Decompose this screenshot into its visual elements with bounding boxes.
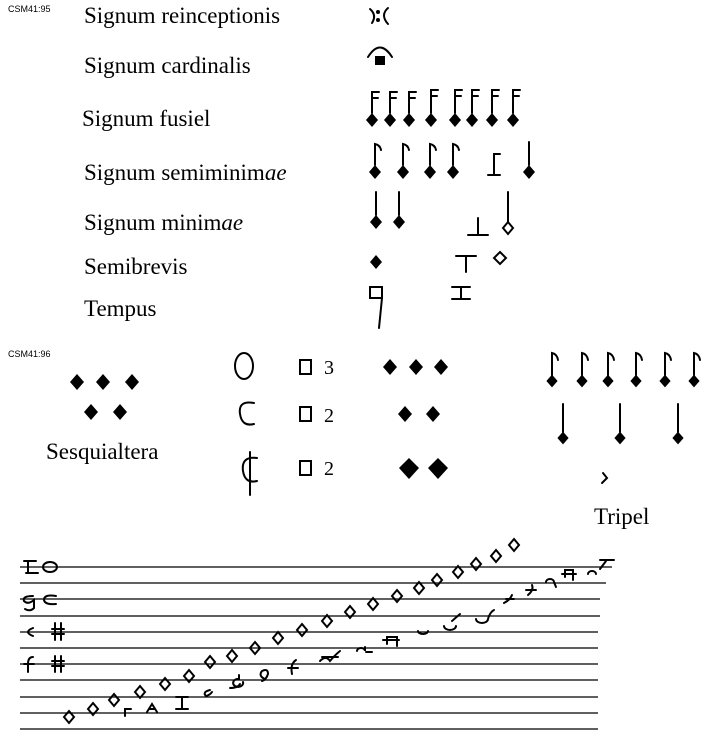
staff-lines [20,567,612,729]
label-signum-fusiel: Signum fusiel [82,106,211,131]
label-sesquialtera: Sesquialtera [46,439,159,464]
proportion-2a: 2 [324,405,334,427]
label-tempus: Tempus [84,296,157,321]
label-signum-reinceptionis: Signum reinceptionis [84,3,281,28]
proportion-2b: 2 [324,458,334,480]
section-tag-96: CSM41:96 [8,349,51,359]
label-semibrevis: Semibrevis [84,254,188,279]
proportion-3: 3 [324,357,334,379]
label-tripel: Tripel [594,504,650,529]
label-signum-cardinalis: Signum cardinalis [84,53,251,78]
label-signum-semiminimae: Signum semiminimae [84,160,287,185]
section-tag-95: CSM41:95 [8,4,51,14]
label-signum-minimae: Signum minimae [84,210,244,235]
